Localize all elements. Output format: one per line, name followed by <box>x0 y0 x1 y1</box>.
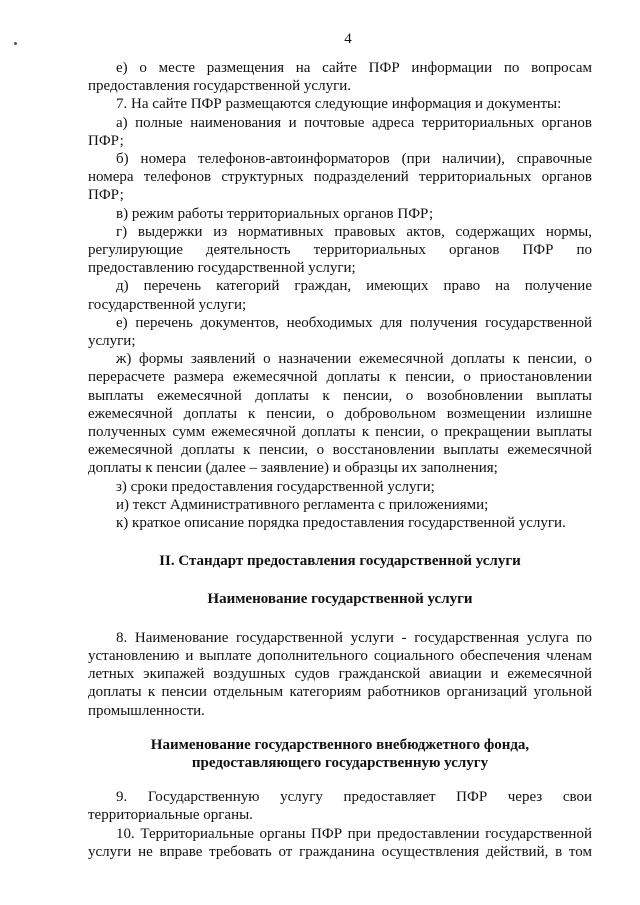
list-item-z: з) сроки предоставления государственной услуги; <box>116 478 435 495</box>
list-item-v: в) режим работы территориальных органов ПФР; <box>116 205 434 222</box>
paragraph-9: 9. Государственную услугу предоставляет ПФР через свои территориальные органы. <box>88 789 592 824</box>
scan-artifact-dot <box>14 42 17 45</box>
section-heading: II. Стандарт предоставления государственной услуги <box>159 553 521 570</box>
list-item-e: е) перечень документов, необходимых для получения государственной услуги; <box>88 314 592 350</box>
paragraph-e-website-info: е) о месте размещения на сайте ПФР информации по вопросам предоставления государственной услуги. <box>88 60 592 95</box>
list-item-zh: ж) формы заявлений о назначении ежемесячной доплаты к пенсии, о перерасчете размера ежемесячной доплаты к пенсии, о приостановлении выплаты ежемесячной доплаты к пенсии, о возобновлении выплаты ежемесячной доплаты к пенсии, о добровольном возмещении излишне полученных сумм ежемесячной доплаты к пенсии, о прекращении выплаты ежемесячной доплаты к пенсии, о восстановлении выплаты ежемесячной доплаты к пенсии (далее – заявление) и образцы их заполнения; <box>88 351 592 477</box>
list-item-g: г) выдержки из нормативных правовых актов, содержащих нормы, регулирующие деятельность территориальных органов ПФР по предоставлению государственной услуги; <box>88 223 592 277</box>
subheading-service-name: Наименование государственной услуги <box>207 591 473 608</box>
paragraph-8: 8. Наименование государственной услуги - государственная услуга по установлению и выплате дополнительного социального обеспечения членам летных экипажей воздушных судов гражданской авиации и ежемесячной доплаты к пенсии отдельным категориям работников организаций угольной промышленности. <box>88 629 592 719</box>
paragraph-7: 7. На сайте ПФР размещаются следующие информация и документы: <box>116 96 562 113</box>
subheading-fund-line-2: предоставляющего государственную услугу <box>191 754 489 771</box>
subheading-fund-line-1: Наименование государственного внебюджетного фонда, <box>150 736 530 753</box>
list-item-i: и) текст Административного регламента с приложениями; <box>116 496 489 513</box>
paragraph-10: 10. Территориальные органы ПФР при предоставлении государственной услуги не вправе требовать от гражданина осуществления действий, в том <box>88 825 592 860</box>
list-item-k: к) краткое описание порядка предоставления государственной услуги. <box>116 515 566 532</box>
list-item-a: а) полные наименования и почтовые адреса территориальных органов ПФР; <box>88 114 592 149</box>
list-item-b: б) номера телефонов-автоинформаторов (при наличии), справочные номера телефонов структурных подразделений территориальных органов ПФР; <box>88 151 592 204</box>
list-item-d: д) перечень категорий граждан, имеющих право на получение государственной услуги; <box>88 278 592 313</box>
page-number: 4 <box>344 31 352 47</box>
